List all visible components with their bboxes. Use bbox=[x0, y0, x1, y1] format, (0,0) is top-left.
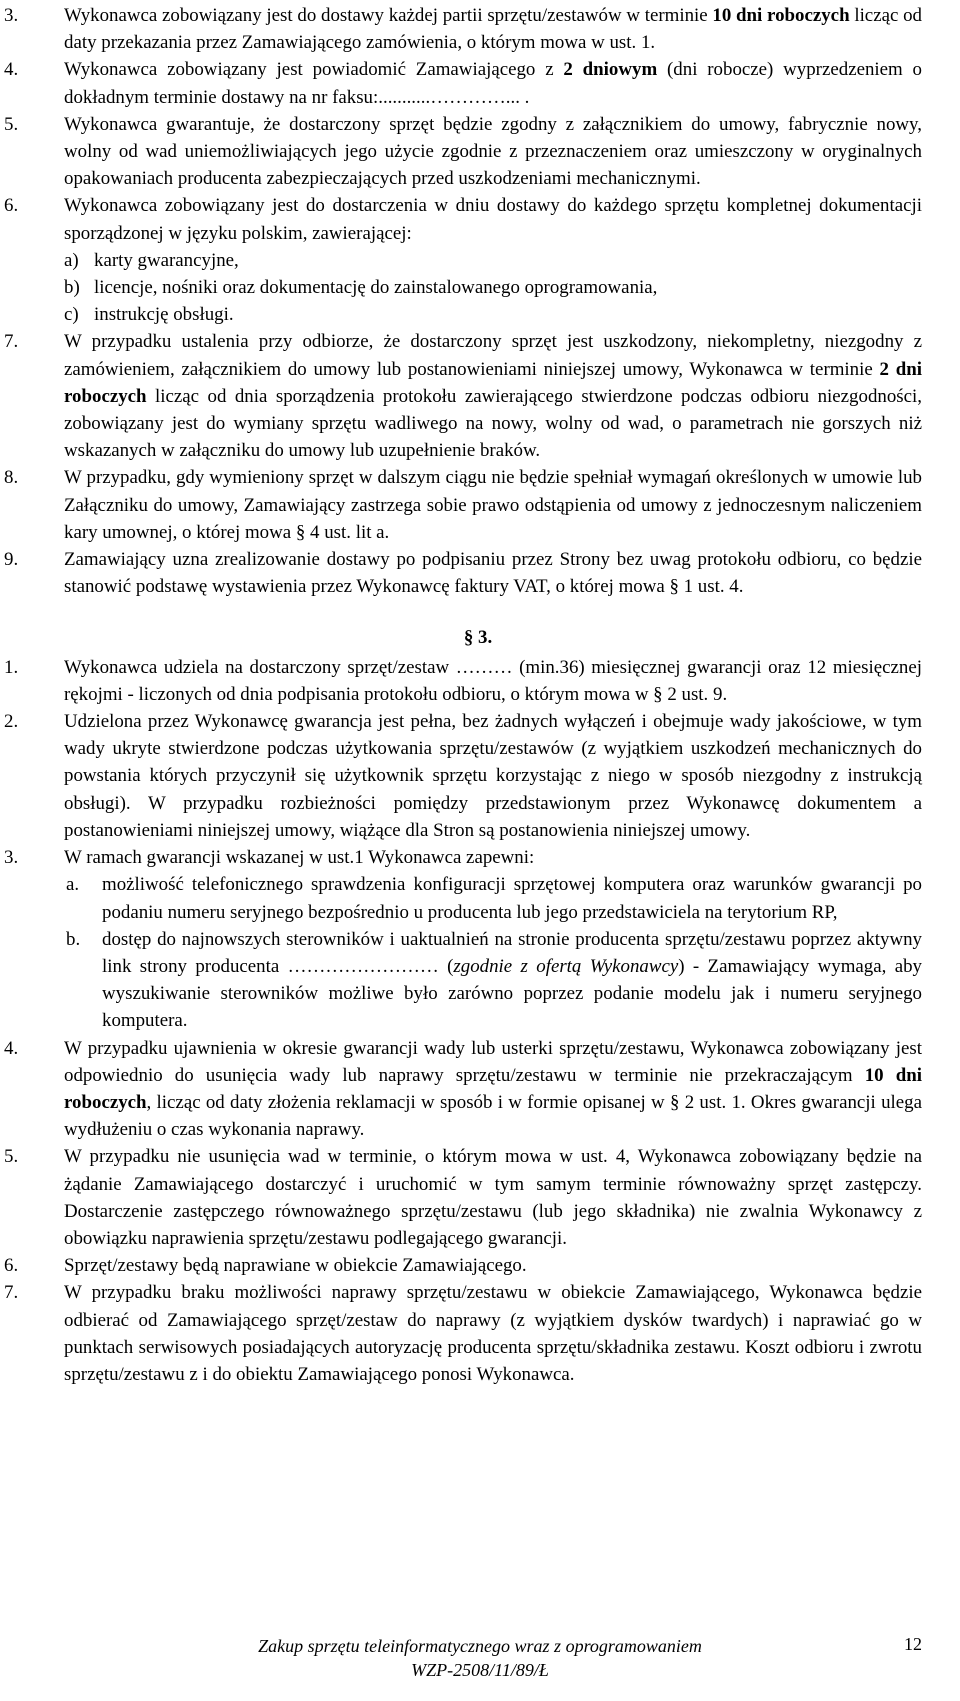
sublist-label: c) bbox=[64, 304, 79, 326]
item-number: 4. bbox=[4, 1037, 19, 1059]
item-number: 6. bbox=[4, 195, 19, 217]
item-text-cont: licząc od dnia sporządzenia protokołu zawierającego stwierdzone podczas odbioru niezgodności, zobowiązany jest do wymiany sprzętu wadliwego na nowy, wolny od wad, o parametrach nie gorszych niż wskazanych w załączniku do umowy lub uzupełnienie braków. bbox=[64, 385, 922, 462]
page-number: 12 bbox=[904, 1634, 922, 1654]
item-text: W przypadku ujawnienia w okresie gwarancji wady lub usterki sprzętu/zestawu, Wykonawca zobowiązany jest odpowiednio do usunięcia wady lub naprawy sprzętu/zestawu w terminie nie przekraczającym bbox=[64, 1037, 922, 1086]
list-item bbox=[4, 1279, 922, 1388]
item-text: W ramach gwarancji wskazanej w ust.1 Wykonawca zapewni: bbox=[64, 847, 535, 869]
list-item bbox=[4, 2, 922, 56]
item-number: 7. bbox=[4, 331, 19, 353]
paragraph-list-section-3 bbox=[4, 654, 922, 872]
list-item bbox=[4, 1252, 922, 1279]
list-item bbox=[4, 111, 922, 193]
paragraph-list-section-2-cont bbox=[4, 328, 922, 600]
item-text: Wykonawca zobowiązany jest do dostarczenia w dniu dostawy do każdego sprzętu kompletnej dokumentacji sporządzonej w języku polskim, zawierającej: bbox=[64, 195, 922, 244]
paragraph-list-section-2 bbox=[4, 2, 922, 247]
sublist-text: licencje, nośniki oraz dokumentację do zainstalowanego oprogramowania, bbox=[94, 277, 658, 299]
item-text: Udzielona przez Wykonawcę gwarancja jest pełna, bez żadnych wyłączeń i obejmuje wady jakościowe, w tym wady ukryte stwierdzone podczas użytkowania sprzętu/zestawów (z wyjątkiem uszkodzeń mechanicznych do powstania których przyczynił się użytkownik sprzętu korzystając z niego w sposób niezgodny z instrukcją obsługi). W przypadku rozbieżności pomiędzy przedstawionym przez Wykonawcę dokumentem a postanowieniami niniejszej umowy, wiążące dla Stron są postanowienia niniejszej umowy. bbox=[64, 711, 922, 841]
item-text-bold: 2 dniowym bbox=[563, 59, 658, 81]
list-item bbox=[4, 328, 922, 464]
document-body bbox=[4, 2, 923, 1388]
item-number: 3. bbox=[4, 847, 19, 869]
item-number: 8. bbox=[4, 467, 19, 489]
item-text: Wykonawca zobowiązany jest do dostawy każdej partii sprzętu/zestawów w terminie bbox=[64, 5, 713, 26]
list-item bbox=[4, 844, 922, 871]
list-item bbox=[4, 464, 922, 546]
sublist-label: b) bbox=[64, 277, 80, 299]
sublist-item bbox=[34, 871, 922, 925]
item-text-cont: , licząc od daty złożenia reklamacji w sposób i w formie opisanej w § 2 ust. 1. Okres gwarancji ulega wydłużeniu o czas wykonania naprawy. bbox=[64, 1091, 922, 1141]
item-text: W przypadku nie usunięcia wad w terminie, o którym mowa w ust. 4, Wykonawca zobowiązany będzie na żądanie Zamawiającego dostarczyć i uruchomić w tym samym terminie równoważny sprzęt zastępczy. Dostarczenie zastępczego równoważnego sprzętu/zestawu (lub jego składnika) nie zwalnia Wykonawcy z obowiązku naprawienia sprzętu/zestawu podlegającego gwarancji. bbox=[64, 1146, 922, 1249]
sublist-text: dostęp do najnowszych sterowników i uaktualnień na stronie producenta sprzętu/zestawu poprzez aktywny link strony producenta …………………… ( bbox=[102, 928, 922, 977]
item-number: 3. bbox=[4, 5, 19, 26]
list-item bbox=[4, 546, 922, 600]
item-number: 7. bbox=[4, 1282, 19, 1304]
item-text: W przypadku ustalenia przy odbiorze, że dostarczony sprzęt jest uszkodzony, niekompletny, niezgodny z zamówieniem, załącznikiem do umowy lub postanowieniami niniejszej umowy, Wykonawca w terminie bbox=[64, 331, 922, 380]
list-item bbox=[4, 708, 922, 844]
item-text: Wykonawca gwarantuje, że dostarczony sprzęt będzie zgodny z załącznikiem do umowy, fabrycznie nowy, wolny od wad uniemożliwiających jego użycie zgodnie z przeznaczeniem oraz umieszczony w oryginalnych opakowaniach producenta zabezpieczających przed uszkodzeniami mechanicznymi. bbox=[64, 113, 922, 190]
item-text: W przypadku, gdy wymieniony sprzęt w dalszym ciągu nie będzie spełniał wymagań określonych w umowie lub Załączniku do umowy, Zamawiający zastrzega sobie prawo odstąpienia od umowy z jednoczesnym naliczeniem kary umownej, o której mowa § 4 ust. lit a. bbox=[64, 467, 922, 543]
sublist-label: a. bbox=[66, 874, 80, 896]
sublist-text: możliwość telefonicznego sprawdzenia konfiguracji sprzętowej komputera oraz warunków gwarancji po podaniu numeru seryjnego bezpośrednio u producenta lub jego przedstawiciela na terytorium RP, bbox=[102, 874, 922, 923]
item-text-bold: 10 dni roboczych bbox=[712, 5, 850, 26]
item-text: Wykonawca zobowiązany jest powiadomić Zamawiającego z bbox=[64, 59, 564, 81]
footer-reference: WZP-2508/11/89/Ł bbox=[411, 1660, 549, 1680]
item-text: Zamawiający uzna zrealizowanie dostawy po podpisaniu przez Strony bez uwag protokołu odbioru, co będzie stanowić podstawę wystawienia przez Wykonawcę faktury VAT, o której mowa § 1 ust. 4. bbox=[64, 549, 922, 598]
paragraph-list-section-3-cont bbox=[4, 1035, 923, 1389]
item-text: Sprzęt/zestawy będą naprawiane w obiekcie Zamawiającego. bbox=[64, 1255, 527, 1277]
sublist-item bbox=[34, 926, 922, 1035]
footer-title: Zakup sprzętu teleinformatycznego wraz z oprogramowaniem bbox=[258, 1636, 702, 1656]
item-text: Wykonawca udziela na dostarczony sprzęt/zestaw ……… (min.36) miesięcznej gwarancji oraz 12 miesięcznej rękojmi - liczonych od dnia podpisania protokołu odbioru, o którym mowa w § 2 ust. 9. bbox=[64, 656, 922, 705]
list-item bbox=[4, 1035, 923, 1144]
list-item bbox=[4, 1143, 922, 1252]
list-item bbox=[4, 654, 922, 708]
item-text-cont: (dni robocze) wyprzedzeniem o dokładnym terminie dostawy na nr faksu:...........…………... . bbox=[64, 59, 922, 108]
item-text: W przypadku braku możliwości naprawy sprzętu/zestawu w obiekcie Zamawiającego, Wykonawca będzie odbierać od Zamawiającego sprzęt/zestaw do naprawy (z wyjątkiem dysków twardych) i naprawiać go w punktach serwisowych posiadających autoryzację producenta sprzętu/składnika zestawu. Koszt odbioru i zwrotu sprzętu/zestawu z i do obiektu Zamawiającego ponosi Wykonawca. bbox=[64, 1282, 922, 1385]
sublist-documentation bbox=[34, 247, 922, 329]
page-footer bbox=[0, 1634, 960, 1682]
sublist-text: instrukcję obsługi. bbox=[94, 304, 234, 326]
sublist-label: a) bbox=[64, 249, 79, 271]
section-heading: § 3. bbox=[463, 627, 493, 649]
sublist-item bbox=[34, 301, 922, 328]
item-number: 9. bbox=[4, 549, 19, 571]
sublist-text-italic: zgodnie z ofertą Wykonawcy bbox=[453, 955, 679, 977]
item-number: 2. bbox=[4, 711, 19, 733]
sublist-item bbox=[34, 247, 922, 274]
item-number: 5. bbox=[4, 1146, 19, 1168]
sublist-label: b. bbox=[66, 928, 81, 950]
list-item bbox=[4, 56, 922, 110]
sublist-text-cont: ) - Zamawiający wymaga, aby wyszukiwanie sterowników możliwe było zarówno poprzez podanie modelu jak i numeru seryjnego komputera. bbox=[102, 955, 922, 1032]
sublist-item bbox=[34, 274, 922, 301]
item-number: 6. bbox=[4, 1255, 19, 1277]
list-item bbox=[4, 192, 922, 246]
item-number: 4. bbox=[4, 59, 19, 81]
item-text-bold: 2 dni roboczych bbox=[64, 358, 922, 407]
item-text-bold: 10 dni roboczych bbox=[64, 1064, 923, 1113]
item-number: 1. bbox=[4, 656, 19, 678]
item-number: 5. bbox=[4, 113, 19, 135]
sublist-warranty-services bbox=[34, 871, 922, 1034]
sublist-text: karty gwarancyjne, bbox=[94, 249, 239, 271]
item-text-cont: licząc od daty przekazania przez Zamawiającego zamówienia, o którym mowa w ust. 1. bbox=[64, 5, 922, 54]
